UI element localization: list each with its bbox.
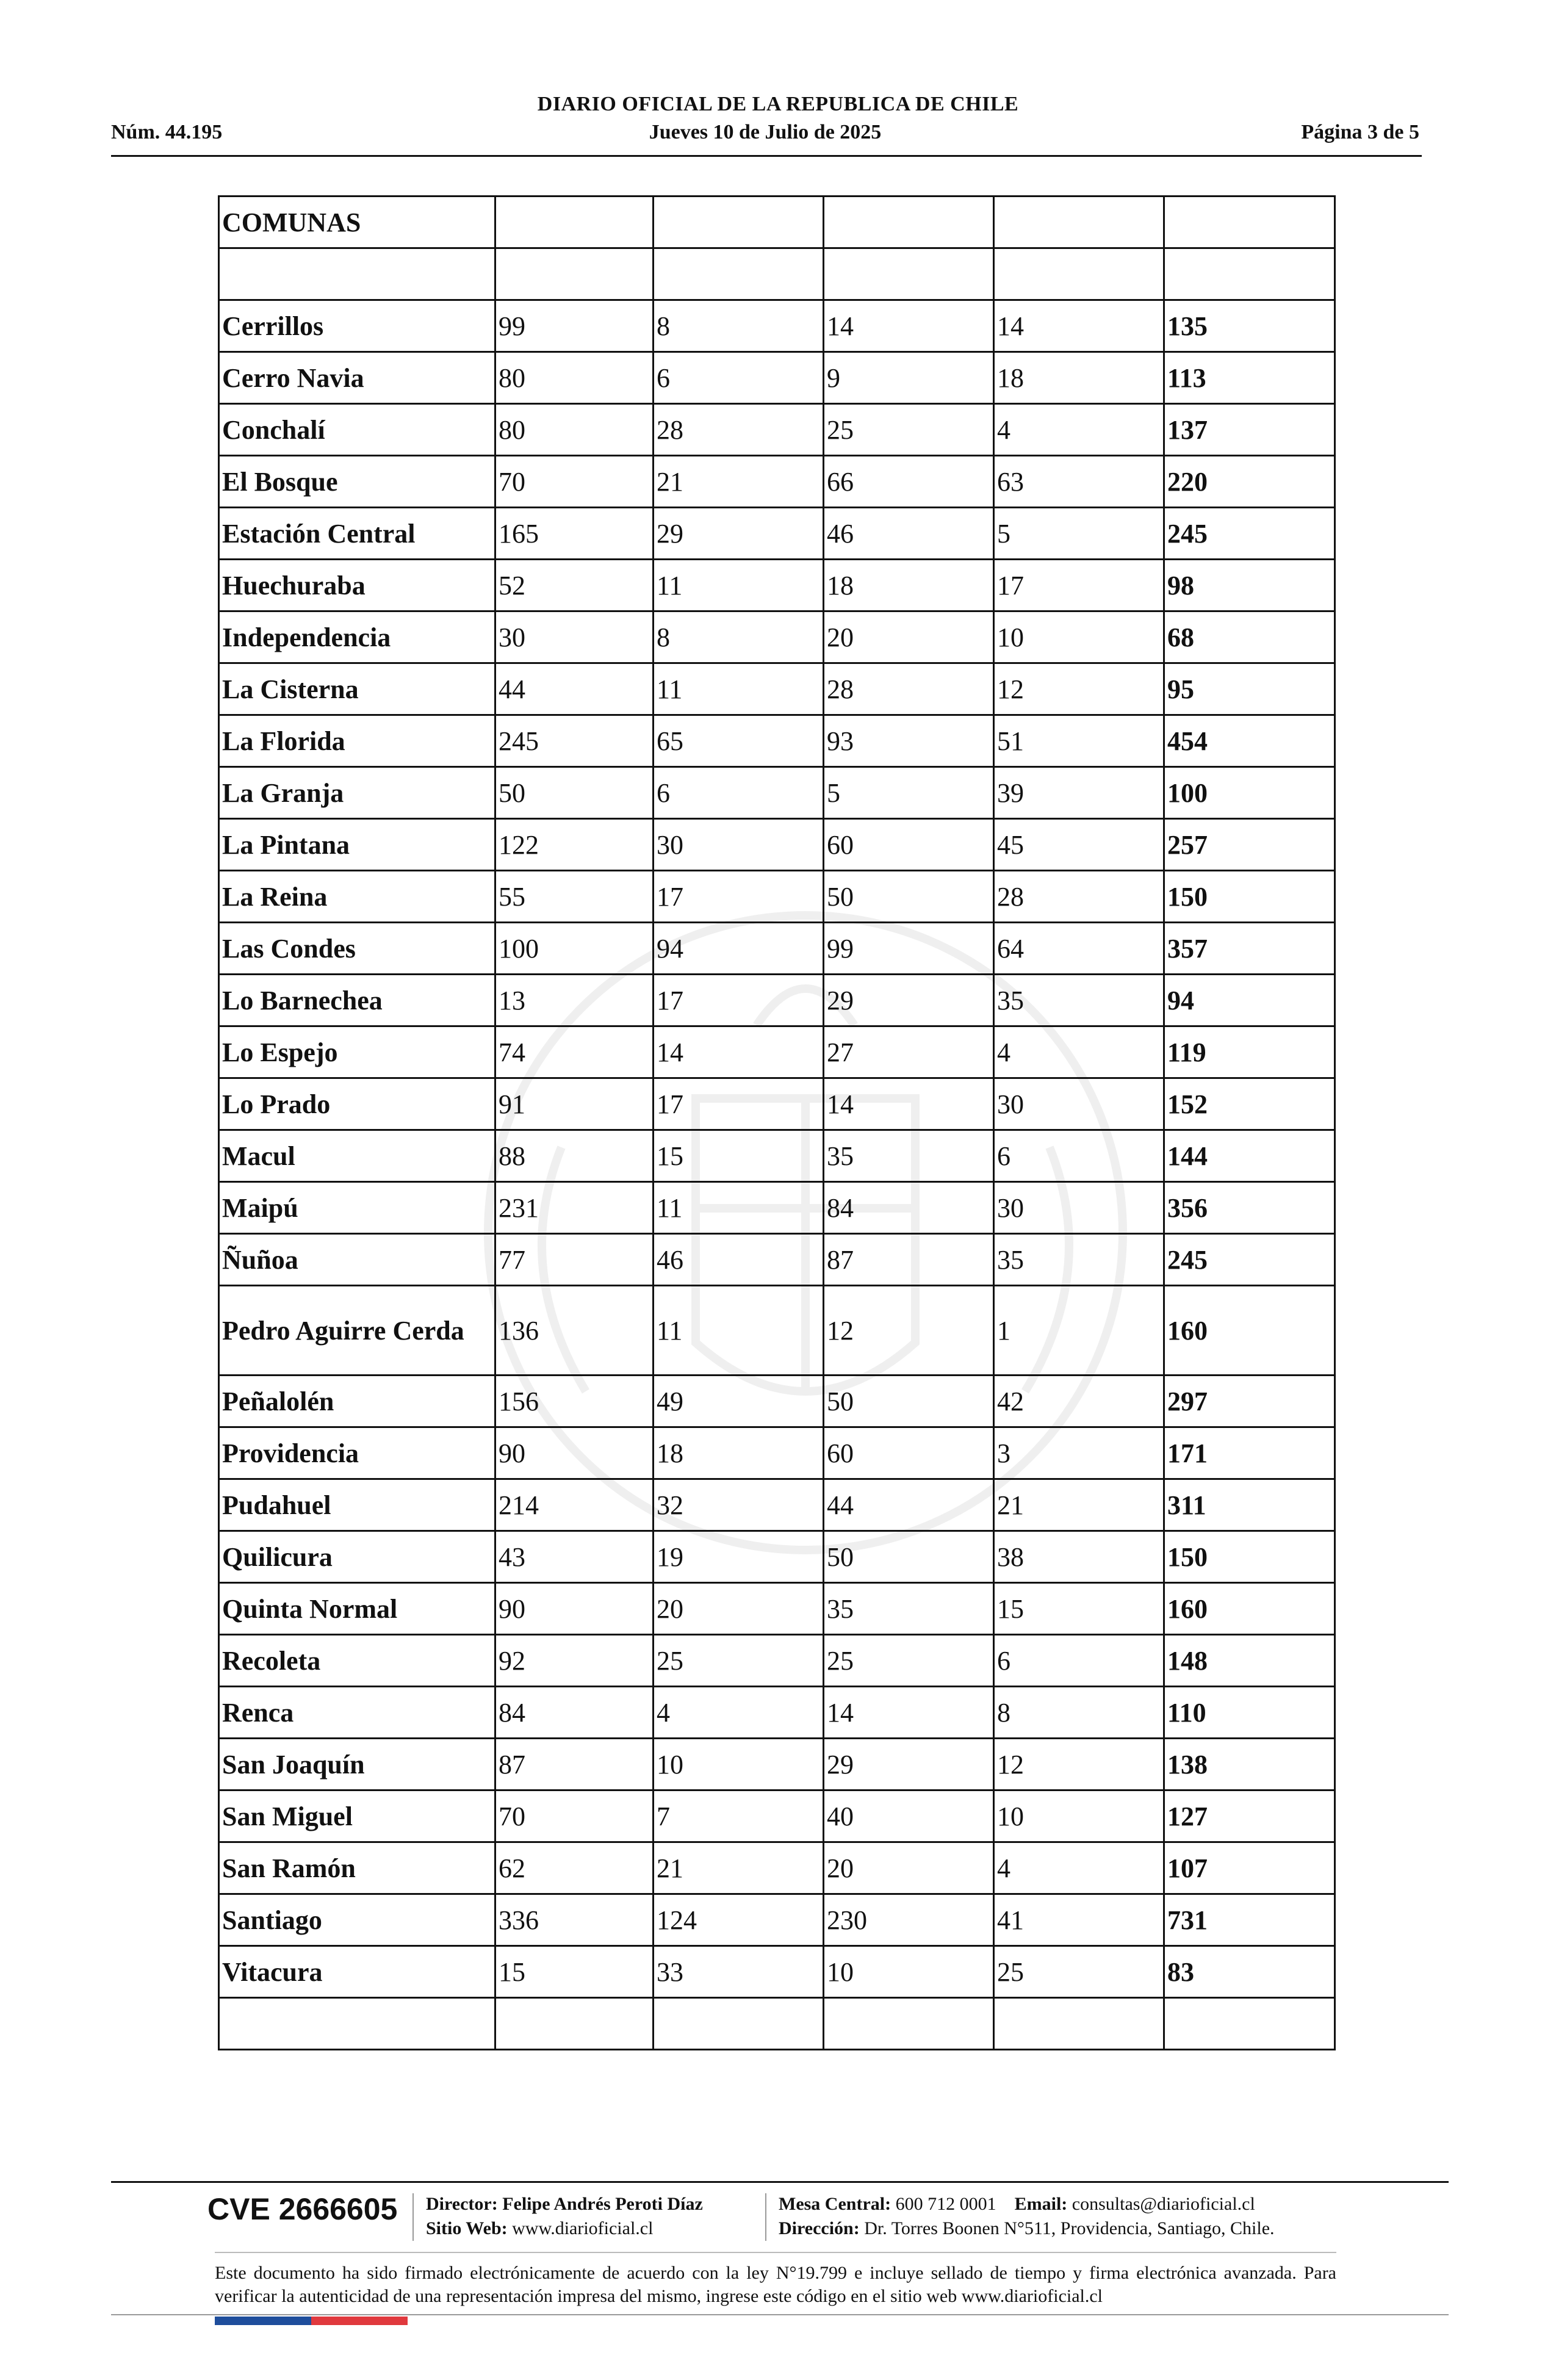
legal-notice: Este documento ha sido firmado electrónicamente de acuerdo con la ley N°19.799 e incluye sellado de tiempo y firma electrónica avanzada. Para verificar la autenticidad de una representación impresa del mismo, ingrese este código en el sitio web www.diarioficial.cl xyxy=(215,2263,1336,2306)
value-cell: 93 xyxy=(824,715,994,767)
value-cell: 46 xyxy=(654,1234,824,1286)
table-row xyxy=(219,1842,1335,1894)
value-cell: 3 xyxy=(994,1427,1164,1479)
table-row xyxy=(219,1635,1335,1687)
value-cell: 17 xyxy=(654,975,824,1026)
cve-code: CVE 2666605 xyxy=(207,2192,398,2226)
table-row xyxy=(219,663,1335,715)
value-cell: 29 xyxy=(654,508,824,560)
value-cell: 44 xyxy=(495,663,654,715)
value-cell: 8 xyxy=(654,300,824,352)
footer-divider-inner xyxy=(215,2252,1336,2253)
value-cell: 92 xyxy=(495,1635,654,1687)
table-row xyxy=(219,871,1335,923)
mesa-value: 600 712 0001 xyxy=(895,2194,996,2214)
total-cell: 356 xyxy=(1164,1182,1335,1234)
comuna-name: Quilicura xyxy=(219,1531,495,1583)
value-cell: 25 xyxy=(654,1635,824,1687)
value-cell: 10 xyxy=(654,1739,824,1790)
value-cell: 4 xyxy=(994,1026,1164,1078)
issue-number: Núm. 44.195 xyxy=(111,121,223,143)
comuna-name: Conchalí xyxy=(219,404,495,456)
table-row xyxy=(219,1026,1335,1078)
comuna-name: Providencia xyxy=(219,1427,495,1479)
table-row xyxy=(219,1078,1335,1130)
value-cell: 11 xyxy=(654,663,824,715)
web-label: Sitio Web: xyxy=(426,2218,508,2238)
comuna-name: Vitacura xyxy=(219,1946,495,1998)
value-cell: 14 xyxy=(994,300,1164,352)
comuna-name: Quinta Normal xyxy=(219,1583,495,1635)
value-cell: 6 xyxy=(994,1130,1164,1182)
total-cell: 160 xyxy=(1164,1583,1335,1635)
comuna-name: Lo Prado xyxy=(219,1078,495,1130)
table-row xyxy=(219,1286,1335,1376)
comuna-name: El Bosque xyxy=(219,456,495,508)
value-cell: 77 xyxy=(495,1234,654,1286)
value-cell: 62 xyxy=(495,1842,654,1894)
table-row xyxy=(219,1130,1335,1182)
value-cell: 10 xyxy=(994,1790,1164,1842)
value-cell: 17 xyxy=(994,560,1164,611)
value-cell: 4 xyxy=(994,1842,1164,1894)
footer-separator xyxy=(412,2193,414,2241)
table-header-label: COMUNAS xyxy=(219,197,495,248)
total-cell: 148 xyxy=(1164,1635,1335,1687)
value-cell: 14 xyxy=(824,1687,994,1739)
comuna-name: La Pintana xyxy=(219,819,495,871)
flag-blue-stripe xyxy=(215,2317,311,2325)
value-cell: 9 xyxy=(824,352,994,404)
comuna-name: San Miguel xyxy=(219,1790,495,1842)
value-cell: 10 xyxy=(824,1946,994,1998)
value-cell: 6 xyxy=(994,1635,1164,1687)
value-cell: 14 xyxy=(654,1026,824,1078)
comuna-name: Las Condes xyxy=(219,923,495,975)
value-cell: 8 xyxy=(654,611,824,663)
table-row xyxy=(219,1531,1335,1583)
value-cell: 65 xyxy=(654,715,824,767)
value-cell: 25 xyxy=(824,404,994,456)
comuna-name: Recoleta xyxy=(219,1635,495,1687)
value-cell: 35 xyxy=(994,975,1164,1026)
value-cell: 29 xyxy=(824,1739,994,1790)
table-row xyxy=(219,1479,1335,1531)
value-cell: 66 xyxy=(824,456,994,508)
email-link[interactable]: consultas@diarioficial.cl xyxy=(1072,2194,1255,2214)
comunas-table xyxy=(218,195,1336,2050)
table-row xyxy=(219,1790,1335,1842)
value-cell: 136 xyxy=(495,1286,654,1376)
value-cell: 21 xyxy=(994,1479,1164,1531)
issue-date: Jueves 10 de Julio de 2025 xyxy=(649,121,882,143)
value-cell: 245 xyxy=(495,715,654,767)
total-cell: 152 xyxy=(1164,1078,1335,1130)
value-cell: 70 xyxy=(495,456,654,508)
total-cell: 138 xyxy=(1164,1739,1335,1790)
value-cell: 84 xyxy=(495,1687,654,1739)
value-cell: 90 xyxy=(495,1583,654,1635)
value-cell: 88 xyxy=(495,1130,654,1182)
value-cell: 21 xyxy=(654,456,824,508)
comuna-name: Cerro Navia xyxy=(219,352,495,404)
value-cell: 46 xyxy=(824,508,994,560)
total-cell: 220 xyxy=(1164,456,1335,508)
footer-divider xyxy=(111,2181,1449,2183)
total-cell: 245 xyxy=(1164,508,1335,560)
value-cell: 12 xyxy=(994,663,1164,715)
comuna-name: Lo Barnechea xyxy=(219,975,495,1026)
table-row xyxy=(219,560,1335,611)
table-row xyxy=(219,1894,1335,1946)
value-cell: 20 xyxy=(824,611,994,663)
value-cell: 38 xyxy=(994,1531,1164,1583)
total-cell: 297 xyxy=(1164,1376,1335,1427)
value-cell: 90 xyxy=(495,1427,654,1479)
value-cell: 80 xyxy=(495,404,654,456)
value-cell: 11 xyxy=(654,1182,824,1234)
value-cell: 28 xyxy=(824,663,994,715)
table-row xyxy=(219,508,1335,560)
direccion-label: Dirección: xyxy=(779,2218,860,2238)
value-cell: 99 xyxy=(495,300,654,352)
value-cell: 25 xyxy=(994,1946,1164,1998)
value-cell: 29 xyxy=(824,975,994,1026)
value-cell: 15 xyxy=(495,1946,654,1998)
value-cell: 12 xyxy=(824,1286,994,1376)
comuna-name: Cerrillos xyxy=(219,300,495,352)
value-cell: 43 xyxy=(495,1531,654,1583)
value-cell: 45 xyxy=(994,819,1164,871)
comuna-name: Renca xyxy=(219,1687,495,1739)
total-cell: 311 xyxy=(1164,1479,1335,1531)
comuna-name: La Reina xyxy=(219,871,495,923)
value-cell: 30 xyxy=(495,611,654,663)
value-cell: 35 xyxy=(824,1583,994,1635)
comuna-name: La Granja xyxy=(219,767,495,819)
total-cell: 100 xyxy=(1164,767,1335,819)
value-cell: 28 xyxy=(654,404,824,456)
table-row xyxy=(219,352,1335,404)
value-cell: 6 xyxy=(654,352,824,404)
table-row xyxy=(219,819,1335,871)
value-cell: 87 xyxy=(495,1739,654,1790)
total-cell: 135 xyxy=(1164,300,1335,352)
value-cell: 5 xyxy=(994,508,1164,560)
table-row xyxy=(219,300,1335,352)
value-cell: 32 xyxy=(654,1479,824,1531)
table-row xyxy=(219,975,1335,1026)
value-cell: 94 xyxy=(654,923,824,975)
footer-contact-block xyxy=(779,2192,1275,2241)
value-cell: 156 xyxy=(495,1376,654,1427)
value-cell: 63 xyxy=(994,456,1164,508)
total-cell: 94 xyxy=(1164,975,1335,1026)
footer-separator xyxy=(765,2193,766,2241)
value-cell: 50 xyxy=(824,1376,994,1427)
value-cell: 20 xyxy=(824,1842,994,1894)
value-cell: 39 xyxy=(994,767,1164,819)
value-cell: 28 xyxy=(994,871,1164,923)
table-row xyxy=(219,1182,1335,1234)
page-number: Página 3 de 5 xyxy=(1301,121,1419,143)
total-cell: 113 xyxy=(1164,352,1335,404)
table-row xyxy=(219,1376,1335,1427)
total-cell: 150 xyxy=(1164,1531,1335,1583)
table-row xyxy=(219,923,1335,975)
value-cell: 165 xyxy=(495,508,654,560)
table-row xyxy=(219,1946,1335,1998)
total-cell: 110 xyxy=(1164,1687,1335,1739)
comuna-name: Maipú xyxy=(219,1182,495,1234)
direccion-value: Dr. Torres Boonen N°511, Providencia, Santiago, Chile. xyxy=(864,2218,1275,2238)
comuna-name: Lo Espejo xyxy=(219,1026,495,1078)
table-row xyxy=(219,715,1335,767)
total-cell: 107 xyxy=(1164,1842,1335,1894)
value-cell: 27 xyxy=(824,1026,994,1078)
total-cell: 83 xyxy=(1164,1946,1335,1998)
comuna-name: Macul xyxy=(219,1130,495,1182)
value-cell: 30 xyxy=(654,819,824,871)
value-cell: 50 xyxy=(824,871,994,923)
email-label: Email: xyxy=(1014,2194,1068,2214)
value-cell: 60 xyxy=(824,819,994,871)
value-cell: 4 xyxy=(994,404,1164,456)
table-row xyxy=(219,1739,1335,1790)
value-cell: 122 xyxy=(495,819,654,871)
value-cell: 33 xyxy=(654,1946,824,1998)
value-cell: 30 xyxy=(994,1182,1164,1234)
value-cell: 230 xyxy=(824,1894,994,1946)
table-row xyxy=(219,1687,1335,1739)
director-name: Felipe Andrés Peroti Díaz xyxy=(502,2194,703,2214)
comuna-name: Pudahuel xyxy=(219,1479,495,1531)
value-cell: 74 xyxy=(495,1026,654,1078)
value-cell: 6 xyxy=(654,767,824,819)
footer-director-block xyxy=(426,2192,703,2241)
table-row xyxy=(219,767,1335,819)
value-cell: 14 xyxy=(824,1078,994,1130)
value-cell: 12 xyxy=(994,1739,1164,1790)
value-cell: 51 xyxy=(994,715,1164,767)
comuna-name: Huechuraba xyxy=(219,560,495,611)
total-cell: 150 xyxy=(1164,871,1335,923)
value-cell: 60 xyxy=(824,1427,994,1479)
mesa-label: Mesa Central: xyxy=(779,2194,891,2214)
value-cell: 7 xyxy=(654,1790,824,1842)
comuna-name: Estación Central xyxy=(219,508,495,560)
table-row xyxy=(219,1234,1335,1286)
value-cell: 17 xyxy=(654,1078,824,1130)
value-cell: 50 xyxy=(824,1531,994,1583)
table-row xyxy=(219,611,1335,663)
value-cell: 50 xyxy=(495,767,654,819)
value-cell: 35 xyxy=(994,1234,1164,1286)
value-cell: 55 xyxy=(495,871,654,923)
value-cell: 52 xyxy=(495,560,654,611)
value-cell: 1 xyxy=(994,1286,1164,1376)
total-cell: 119 xyxy=(1164,1026,1335,1078)
value-cell: 21 xyxy=(654,1842,824,1894)
table-row xyxy=(219,1583,1335,1635)
value-cell: 42 xyxy=(994,1376,1164,1427)
value-cell: 10 xyxy=(994,611,1164,663)
table-row xyxy=(219,1427,1335,1479)
table-row xyxy=(219,404,1335,456)
value-cell: 41 xyxy=(994,1894,1164,1946)
value-cell: 15 xyxy=(654,1130,824,1182)
value-cell: 40 xyxy=(824,1790,994,1842)
value-cell: 214 xyxy=(495,1479,654,1531)
value-cell: 17 xyxy=(654,871,824,923)
comuna-name: Pedro Aguirre Cerda xyxy=(219,1286,495,1376)
value-cell: 100 xyxy=(495,923,654,975)
value-cell: 19 xyxy=(654,1531,824,1583)
value-cell: 18 xyxy=(994,352,1164,404)
total-cell: 137 xyxy=(1164,404,1335,456)
value-cell: 13 xyxy=(495,975,654,1026)
table-empty-row xyxy=(219,248,1335,300)
comuna-name: San Ramón xyxy=(219,1842,495,1894)
value-cell: 4 xyxy=(654,1687,824,1739)
value-cell: 15 xyxy=(994,1583,1164,1635)
table-row xyxy=(219,456,1335,508)
table-header-row xyxy=(219,197,1335,248)
flag-red-stripe xyxy=(311,2317,408,2325)
value-cell: 124 xyxy=(654,1894,824,1946)
value-cell: 44 xyxy=(824,1479,994,1531)
total-cell: 144 xyxy=(1164,1130,1335,1182)
comuna-name: Ñuñoa xyxy=(219,1234,495,1286)
value-cell: 84 xyxy=(824,1182,994,1234)
newspaper-title: DIARIO OFICIAL DE LA REPUBLICA DE CHILE xyxy=(537,93,1019,115)
value-cell: 70 xyxy=(495,1790,654,1842)
total-cell: 357 xyxy=(1164,923,1335,975)
value-cell: 11 xyxy=(654,1286,824,1376)
header-row xyxy=(111,121,1419,148)
value-cell: 18 xyxy=(654,1427,824,1479)
value-cell: 87 xyxy=(824,1234,994,1286)
value-cell: 25 xyxy=(824,1635,994,1687)
value-cell: 35 xyxy=(824,1130,994,1182)
footer-bottom-rule xyxy=(111,2314,1449,2315)
value-cell: 11 xyxy=(654,560,824,611)
comuna-name: La Cisterna xyxy=(219,663,495,715)
value-cell: 18 xyxy=(824,560,994,611)
value-cell: 8 xyxy=(994,1687,1164,1739)
value-cell: 80 xyxy=(495,352,654,404)
value-cell: 64 xyxy=(994,923,1164,975)
comuna-name: Independencia xyxy=(219,611,495,663)
total-cell: 127 xyxy=(1164,1790,1335,1842)
total-cell: 257 xyxy=(1164,819,1335,871)
header-divider xyxy=(111,155,1422,157)
comuna-name: San Joaquín xyxy=(219,1739,495,1790)
total-cell: 95 xyxy=(1164,663,1335,715)
table-empty-row xyxy=(219,1998,1335,2050)
comuna-name: La Florida xyxy=(219,715,495,767)
value-cell: 231 xyxy=(495,1182,654,1234)
total-cell: 731 xyxy=(1164,1894,1335,1946)
total-cell: 98 xyxy=(1164,560,1335,611)
comuna-name: Santiago xyxy=(219,1894,495,1946)
value-cell: 336 xyxy=(495,1894,654,1946)
value-cell: 5 xyxy=(824,767,994,819)
value-cell: 91 xyxy=(495,1078,654,1130)
value-cell: 30 xyxy=(994,1078,1164,1130)
value-cell: 20 xyxy=(654,1583,824,1635)
value-cell: 99 xyxy=(824,923,994,975)
total-cell: 245 xyxy=(1164,1234,1335,1286)
web-link[interactable]: www.diarioficial.cl xyxy=(512,2218,654,2238)
comuna-name: Peñalolén xyxy=(219,1376,495,1427)
director-label: Director: xyxy=(426,2194,498,2214)
total-cell: 68 xyxy=(1164,611,1335,663)
value-cell: 14 xyxy=(824,300,994,352)
total-cell: 160 xyxy=(1164,1286,1335,1376)
flag-stripe xyxy=(215,2317,408,2325)
value-cell: 49 xyxy=(654,1376,824,1427)
total-cell: 454 xyxy=(1164,715,1335,767)
total-cell: 171 xyxy=(1164,1427,1335,1479)
